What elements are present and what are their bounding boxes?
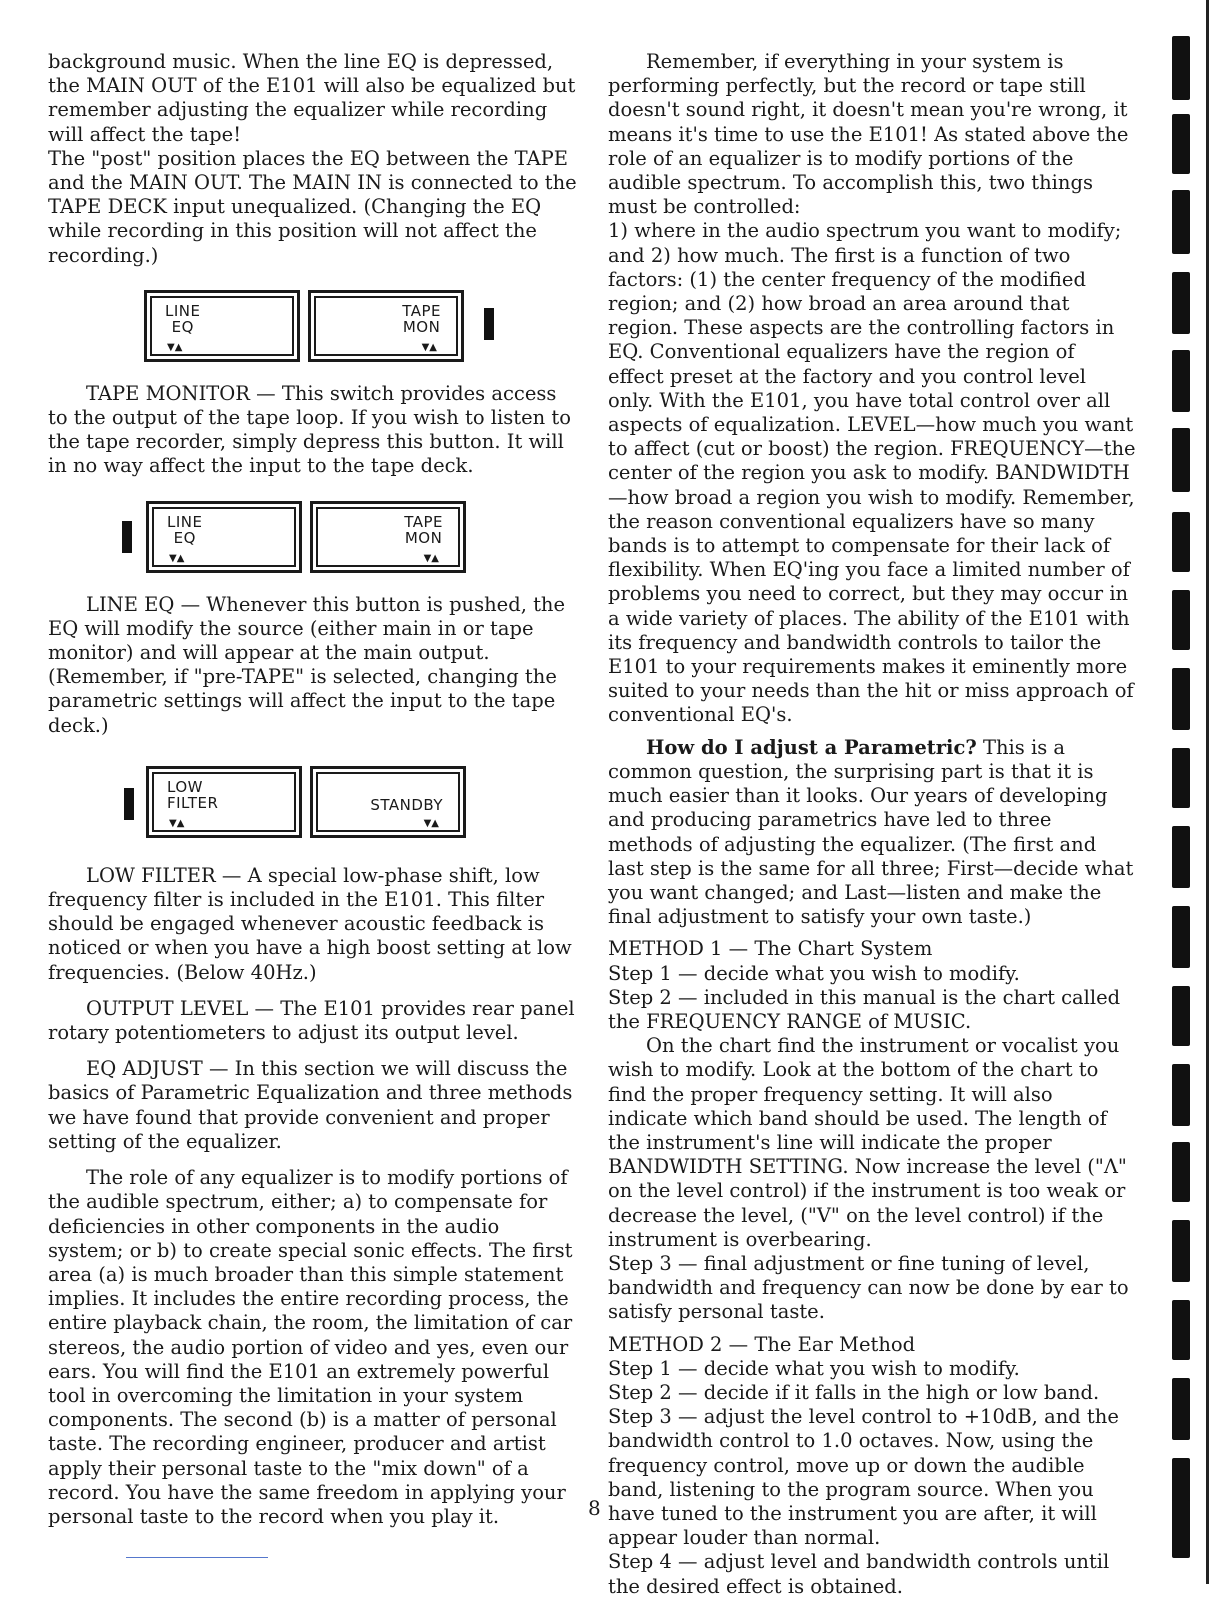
paragraph: background music. When the line EQ is depressed, the MAIN OUT of the E101 will also be equalized but remember adjusting the equalizer while recording will affect the tape! bbox=[48, 50, 576, 146]
paragraph: The "post" position places the EQ between the TAPE and the MAIN OUT. The MAIN IN is connected to the TAPE DECK input unequalized. (Changing the EQ while recording in this position will not affect the recording.) bbox=[48, 146, 577, 267]
line-eq-button bbox=[144, 290, 300, 362]
right-column bbox=[608, 50, 1136, 1599]
binding-hole-icon bbox=[1172, 190, 1190, 254]
paragraph-text: This is a common question, the surprising part is that it is much easier than it looks. Our years of developing and producing parametrics have led to three methods of adjusting the equalizer. (The first and last step is the same for all three; First—decide what you want changed; and Last—listen and make the final adjustment to satisfy your own taste.) bbox=[608, 735, 1134, 929]
paragraph: 1) where in the audio spectrum you want to modify; and 2) how much. The first is a function of two factors: (1) the center frequency of the modified region; and (2) how broad an area around that region. These aspects are the controlling factors in EQ. Conventional equalizers have the region of effect preset at the factory and you control level only. With the E101, you have total control over all aspects of equalization. LEVEL—how much you want to affect (cut or boost) the region. FREQUENCY—the center of the region you ask to modify. BANDWIDTH—how broad a region you wish to modify. Remember, the reason conventional equalizers have so many bands is to attempt to compensate for their lack of flexibility. When EQ'ing you face a limited number of problems you need to correct, but they may occur in a wide variety of places. The ability of the E101 with its frequency and bandwidth controls to tailor the E101 to your requirements makes it eminently more suited to your needs than the hit or miss approach of conventional EQ's. bbox=[608, 219, 1136, 727]
toggle-arrow-icon: ▼▲ bbox=[169, 817, 185, 829]
step: Step 2 — decide if it falls in the high or low band. bbox=[608, 1380, 1100, 1404]
method-heading: METHOD 1 — The Chart System bbox=[608, 937, 933, 961]
standby-button bbox=[310, 766, 466, 838]
page-number: 8 bbox=[588, 1496, 601, 1520]
tape-mon-button bbox=[310, 501, 466, 573]
step: Step 1 — decide what you wish to modify. bbox=[608, 961, 1020, 985]
binding-hole-icon bbox=[1172, 906, 1190, 968]
step: Step 3 — final adjustment or fine tuning of level, bandwidth and frequency can now be done by ear to satisfy personal taste. bbox=[608, 1251, 1129, 1324]
left-column bbox=[48, 50, 578, 1529]
binding-hole-icon bbox=[1172, 350, 1190, 412]
button-label: LINE EQ bbox=[165, 301, 201, 336]
indicator-led-icon bbox=[124, 788, 134, 820]
button-label: TAPE MON bbox=[402, 301, 441, 336]
indicator-led-icon bbox=[484, 308, 494, 340]
binding-hole-icon bbox=[1172, 1378, 1190, 1440]
binding-hole-icon bbox=[1172, 272, 1190, 334]
step: Step 4 — adjust level and bandwidth controls until the desired effect is obtained. bbox=[608, 1550, 1110, 1598]
binding-hole-icon bbox=[1172, 1500, 1190, 1558]
paragraph: The role of any equalizer is to modify portions of the audible spectrum, either; a) to compensate for deficiencies in other components in the audio system; or b) to create special sonic effects. The first area (a) is much broader than this simple statement implies. It includes the entire recording process, the entire playback chain, the room, the limitation of car stereos, the audio portion of video and yes, even our ears. You will find the E101 an extremely powerful tool in overcoming the limitation in your system components. The second (b) is a matter of personal taste. The recording engineer, producer and artist apply their personal taste to the "mix down" of a record. You have the same freedom in applying your personal taste to the record when you play it. bbox=[48, 1166, 573, 1528]
paragraph bbox=[608, 736, 1136, 930]
bold-lead-in: How do I adjust a Parametric? bbox=[646, 735, 977, 759]
binding-hole-icon bbox=[1172, 1300, 1190, 1360]
button-label: LINE EQ bbox=[167, 512, 203, 547]
line-eq-button bbox=[146, 501, 302, 573]
toggle-arrow-icon: ▼▲ bbox=[423, 552, 439, 564]
paragraph: LINE EQ — Whenever this button is pushed, the EQ will modify the source (either main in or tape monitor) and will appear at the main output. (Remember, if "pre-TAPE" is selected, changing the parametric settings will affect the input to the tape deck.) bbox=[48, 592, 566, 737]
binding-hole-icon bbox=[1172, 428, 1190, 492]
low-filter-button bbox=[146, 766, 302, 838]
binding-hole-icon bbox=[1172, 668, 1190, 730]
switch-diagram-tape-mon-pressed bbox=[48, 290, 578, 362]
binding-hole-icon bbox=[1172, 36, 1190, 100]
step: Step 3 — adjust the level control to +10dB, and the bandwidth control to 1.0 octaves. Now, using the frequency control, move up or down the audible band, listening to the program source. When you have tuned to the instrument you are after, it will appear louder than normal. bbox=[608, 1405, 1119, 1550]
toggle-arrow-icon: ▼▲ bbox=[423, 817, 439, 829]
paragraph: Remember, if everything in your system is performing perfectly, but the record or tape still doesn't sound right, it doesn't mean you're wrong, it means it's time to use the E101! As stated above the role of an equalizer is to modify portions of the audible spectrum. To accomplish this, two things must be controlled: bbox=[608, 50, 1129, 219]
button-label: TAPE MON bbox=[404, 512, 443, 547]
footer-rule bbox=[126, 1557, 268, 1558]
step: Step 1 — decide what you wish to modify. bbox=[608, 1356, 1020, 1380]
page-edge bbox=[1206, 0, 1209, 1584]
binding-hole-icon bbox=[1172, 1220, 1190, 1282]
binding-hole-icon bbox=[1172, 986, 1190, 1046]
button-label: STANDBY bbox=[370, 795, 443, 814]
toggle-arrow-icon: ▼▲ bbox=[169, 552, 185, 564]
toggle-arrow-icon: ▼▲ bbox=[167, 341, 183, 353]
binding-hole-icon bbox=[1172, 512, 1190, 572]
binding-hole-icon bbox=[1172, 590, 1190, 650]
button-label: LOW FILTER bbox=[167, 777, 219, 812]
binding-hole-icon bbox=[1172, 748, 1190, 808]
paragraph: On the chart find the instrument or vocalist you wish to modify. Look at the bottom of the chart to find the proper frequency setting. It will also indicate which band should be used. The length of the instrument's line will indicate the proper BANDWIDTH SETTING. Now increase the level ("Λ" on the level control) if the instrument is too weak or decrease the level, ("V" on the level control) if the instrument is overbearing. bbox=[608, 1034, 1127, 1251]
paragraph: OUTPUT LEVEL — The E101 provides rear panel rotary potentiometers to adjust its output level. bbox=[48, 996, 575, 1045]
method-heading: METHOD 2 — The Ear Method bbox=[608, 1332, 916, 1356]
switch-diagram-low-filter-pressed bbox=[48, 766, 578, 838]
binding-hole-icon bbox=[1172, 1064, 1190, 1126]
binding-hole-icon bbox=[1172, 114, 1190, 174]
toggle-arrow-icon: ▼▲ bbox=[421, 341, 437, 353]
binding-hole-icon bbox=[1172, 1142, 1190, 1202]
paragraph: LOW FILTER — A special low-phase shift, low frequency filter is included in the E101. This filter should be engaged whenever acoustic feedback is noticed or when you have a high boost setting at low frequencies. (Below 40Hz.) bbox=[48, 863, 572, 984]
tape-mon-button bbox=[308, 290, 464, 362]
binding-hole-icon bbox=[1172, 826, 1190, 888]
indicator-led-icon bbox=[122, 521, 132, 553]
step: Step 2 — included in this manual is the chart called the FREQUENCY RANGE of MUSIC. bbox=[608, 985, 1121, 1033]
paragraph: TAPE MONITOR — This switch provides access to the output of the tape loop. If you wish to listen to the tape recorder, simply depress this button. It will in no way affect the input to the tape deck. bbox=[48, 381, 571, 478]
switch-diagram-line-eq-pressed bbox=[48, 501, 578, 573]
paragraph: EQ ADJUST — In this section we will discuss the basics of Parametric Equalization and three methods we have found that provide convenient and proper setting of the equalizer. bbox=[48, 1057, 573, 1153]
